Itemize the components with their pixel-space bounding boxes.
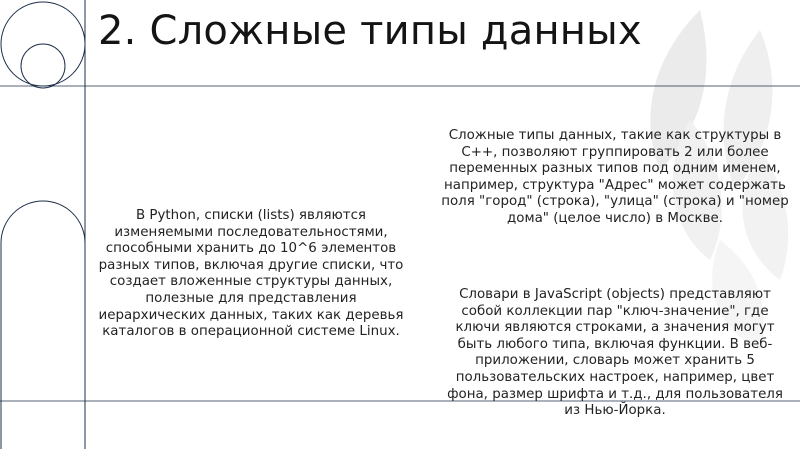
slide-title: 2. Сложные типы данных <box>98 8 642 54</box>
python-lists-paragraph: В Python, списки (lists) являются изменяемыми последовательностями, способными хранить до 10^6 элементов разных типов, включая другие списки, что создает вложенные структуры данных, полезные для представления иерархических данных, таких как деревья каталогов в операционной системе Linux. <box>98 208 404 340</box>
javascript-dicts-paragraph: Словари в JavaScript (objects) представляют собой коллекции пар "ключ-значение", где ключи являются строками, а значения могут быть любого типа, включая функции. В веб-приложении, словарь может хранить 5 пользовательских настроек, например, цвет фона, размер шрифта и т.д., для пользователя из Нью-Йорка. <box>447 287 783 419</box>
inner-circle <box>21 44 65 88</box>
arch-shape <box>1 201 85 449</box>
cpp-structs-paragraph: Сложные типы данных, такие как структуры в C++, позволяют группировать 2 или более переменных разных типов под одним именем, например, структура "Адрес" может содержать поля "город" (строка), "улица" (строка) и "номер дома" (целое число) в Москве. <box>441 128 789 226</box>
